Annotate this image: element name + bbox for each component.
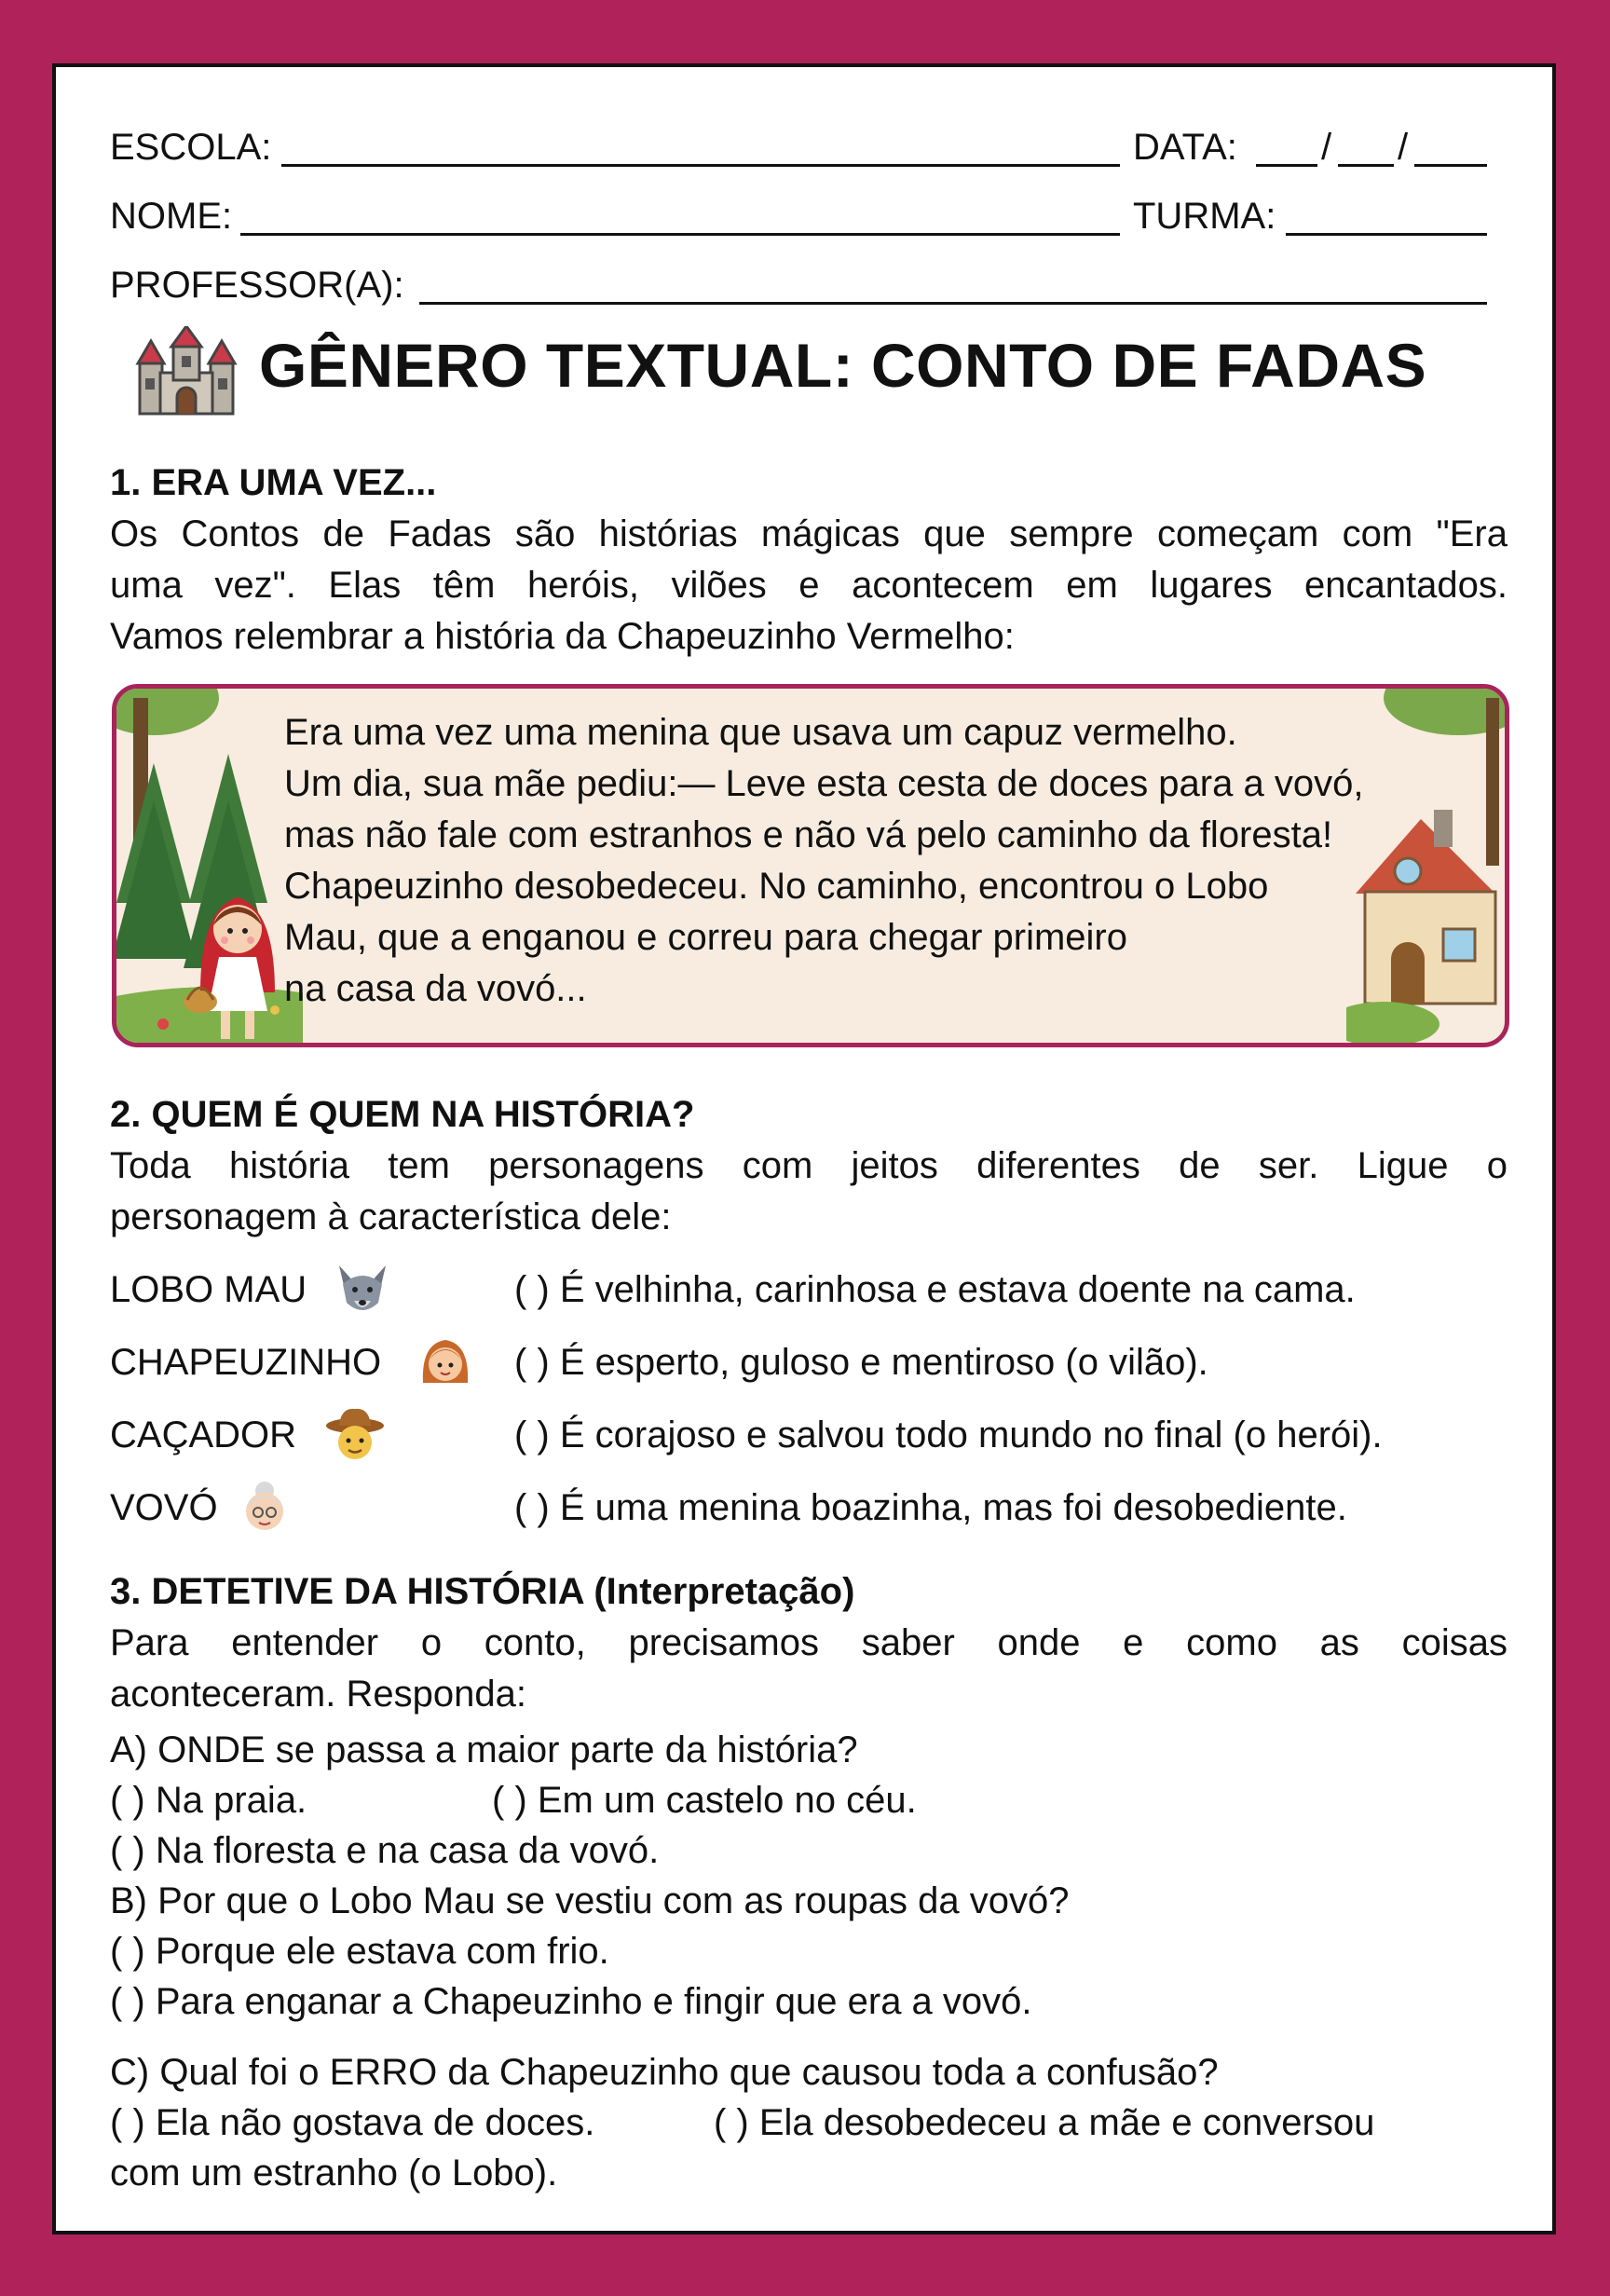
question-c: C) Qual foi o ERRO da Chapeuzinho que causou toda a confusão? xyxy=(110,2052,1219,2093)
section-3-heading-main: 3. DETETIVE DA HISTÓRIA xyxy=(110,1571,584,1612)
wolf-icon xyxy=(334,1262,391,1318)
date-day-field[interactable] xyxy=(1256,164,1317,167)
section-2-paragraph xyxy=(110,1141,1508,1243)
section-3-paragraph xyxy=(110,1618,1508,1720)
name-label: NOME: xyxy=(110,196,233,237)
character-name: LOBO MAU xyxy=(110,1269,307,1310)
question-b-option[interactable]: ( ) Para enganar a Chapeuzinho e fingir que era a vovó. xyxy=(110,1981,1032,2022)
paragraph-line: aconteceram. Responda: xyxy=(110,1674,526,1715)
question-b-option[interactable]: ( ) Porque ele estava com frio. xyxy=(110,1931,609,1972)
school-field[interactable] xyxy=(281,164,1120,167)
date-year-field[interactable] xyxy=(1414,164,1487,167)
section-3-heading xyxy=(110,1571,854,1613)
story-line: Era uma vez uma menina que usava um capuz vermelho. xyxy=(284,712,1237,753)
trait-item[interactable]: ( ) É esperto, guloso e mentiroso (o vilão). xyxy=(514,1342,1208,1383)
date-slash-1: / xyxy=(1321,127,1332,168)
section-1-heading: 1. ERA UMA VEZ... xyxy=(110,462,437,503)
class-label: TURMA: xyxy=(1133,196,1276,237)
character-name: CAÇADOR xyxy=(110,1414,297,1456)
paragraph-line: uma vez". Elas têm heróis, vilões e acontecem em lugares encantados. xyxy=(110,565,1508,606)
question-c-option[interactable]: ( ) Ela não gostava de doces. xyxy=(110,2102,595,2143)
teacher-label: PROFESSOR(A): xyxy=(110,265,404,306)
grandma-icon xyxy=(237,1480,293,1536)
question-a-option[interactable]: ( ) Em um castelo no céu. xyxy=(492,1780,917,1821)
date-slash-2: / xyxy=(1398,127,1409,168)
page-title: GÊNERO TEXTUAL: CONTO DE FADAS xyxy=(259,331,1427,400)
date-label: DATA: xyxy=(1133,127,1237,168)
story-text xyxy=(284,707,1363,1015)
character-name: CHAPEUZINHO xyxy=(110,1342,382,1383)
paragraph-line: Vamos relembrar a história da Chapeuzinho Vermelho: xyxy=(110,616,1015,657)
story-box xyxy=(112,684,1509,1047)
trait-item[interactable]: ( ) É velhinha, carinhosa e estava doente na cama. xyxy=(514,1269,1356,1310)
paragraph-line: Toda história tem personagens com jeitos diferentes de ser. Ligue o xyxy=(110,1145,1508,1186)
girl-icon xyxy=(417,1334,473,1390)
date-month-field[interactable] xyxy=(1338,164,1394,167)
paragraph-line: Os Contos de Fadas são histórias mágicas que sempre começam com "Era xyxy=(110,513,1508,554)
section-1-paragraph xyxy=(110,509,1508,663)
castle-icon xyxy=(134,326,239,416)
question-a-option[interactable]: ( ) Na praia. xyxy=(110,1780,307,1821)
section-3-heading-suffix: (Interpretação) xyxy=(594,1571,855,1612)
question-c-option[interactable]: ( ) Ela desobedeceu a mãe e conversou xyxy=(714,2102,1375,2143)
story-line: Mau, que a enganou e correu para chegar primeiro xyxy=(284,917,1127,958)
worksheet-page xyxy=(52,63,1556,2234)
paragraph-line: Para entender o conto, precisamos saber onde e como as coisas xyxy=(110,1622,1508,1663)
house-illustration xyxy=(1346,689,1509,1043)
story-line: na casa da vovó... xyxy=(284,968,587,1009)
section-2-heading: 2. QUEM É QUEM NA HISTÓRIA? xyxy=(110,1094,695,1135)
story-line: Chapeuzinho desobedeceu. No caminho, encontrou o Lobo xyxy=(284,866,1269,907)
teacher-field[interactable] xyxy=(419,302,1487,305)
character-name: VOVÓ xyxy=(110,1487,218,1528)
trait-item[interactable]: ( ) É corajoso e salvou todo mundo no final (o herói). xyxy=(514,1414,1383,1456)
school-label: ESCOLA: xyxy=(110,127,272,168)
question-c-option-continuation: com um estranho (o Lobo). xyxy=(110,2152,558,2194)
question-a: A) ONDE se passa a maior parte da história? xyxy=(110,1729,858,1770)
question-b: B) Por que o Lobo Mau se vestiu com as roupas da vovó? xyxy=(110,1880,1070,1921)
story-line: Um dia, sua mãe pediu:— Leve esta cesta de doces para a vovó, xyxy=(284,763,1364,804)
question-a-option[interactable]: ( ) Na floresta e na casa da vovó. xyxy=(110,1830,660,1871)
cowboy-icon xyxy=(324,1405,386,1463)
name-field[interactable] xyxy=(240,233,1120,236)
class-field[interactable] xyxy=(1286,233,1487,236)
story-line: mas não fale com estranhos e não vá pelo caminho da floresta! xyxy=(284,814,1333,855)
red-riding-hood-illustration xyxy=(182,871,293,1047)
paragraph-line: personagem à característica dele: xyxy=(110,1196,672,1237)
trait-item[interactable]: ( ) É uma menina boazinha, mas foi desobediente. xyxy=(514,1487,1347,1528)
